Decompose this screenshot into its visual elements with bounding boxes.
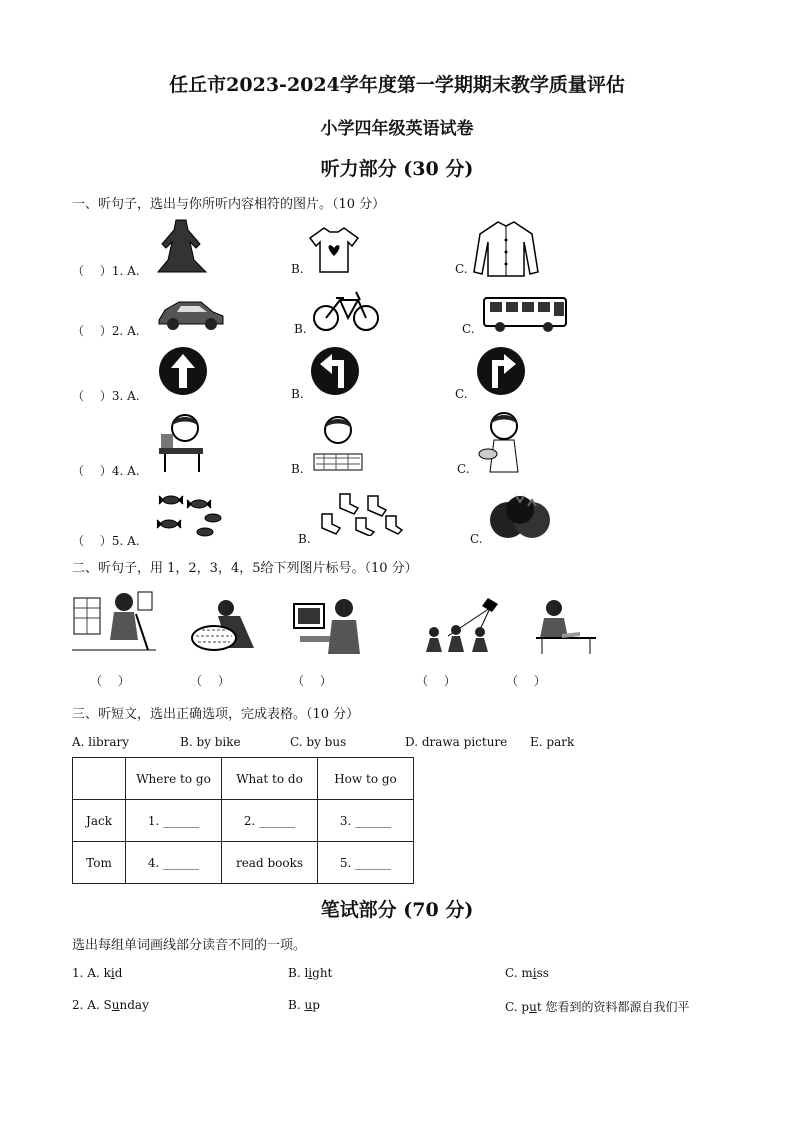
table-header-cell bbox=[73, 758, 126, 800]
washing-dishes-icon bbox=[188, 598, 260, 654]
answer-table bbox=[72, 757, 414, 884]
girl-at-table-icon bbox=[312, 414, 364, 472]
turn-right-icon bbox=[476, 346, 526, 396]
table-header-cell: Where to go bbox=[126, 758, 222, 800]
written-q1-c: C. miss bbox=[505, 966, 549, 980]
watermark-text: 您看到的资料都源自我们平 bbox=[545, 1000, 690, 1014]
girl-washing-icon bbox=[478, 410, 528, 474]
part2-blank-4[interactable]: （ ） bbox=[416, 674, 456, 688]
written-section-title: 笔试部分 (70 分) bbox=[320, 899, 474, 921]
answer-blank[interactable]: 4. ______ bbox=[126, 842, 222, 884]
dress-icon bbox=[152, 218, 210, 274]
q4-c-label: C. bbox=[457, 462, 470, 476]
answer-blank[interactable]: 3. ______ bbox=[318, 800, 414, 842]
written-q1-b: B. light bbox=[288, 966, 333, 980]
q5-b-label: B. bbox=[298, 532, 311, 546]
q5-label: （ ）5. A. bbox=[72, 534, 140, 548]
q1-label: （ ）1. A. bbox=[72, 264, 140, 278]
answer-blank[interactable]: 1. ______ bbox=[126, 800, 222, 842]
part2-blank-1[interactable]: （ ） bbox=[90, 674, 130, 688]
girl-reading-icon bbox=[155, 412, 205, 474]
t-shirt-icon bbox=[308, 226, 360, 274]
table-cell-name: Jack bbox=[73, 800, 126, 842]
exam-subtitle: 小学四年级英语试卷 bbox=[320, 119, 474, 139]
part2-blank-2[interactable]: （ ） bbox=[190, 674, 230, 688]
written-q2-a: 2. A. Sunday bbox=[72, 998, 149, 1012]
part1-instruction: 一、听句子，选出与你所听内容相符的图片。（10 分） bbox=[72, 197, 386, 212]
turn-left-icon bbox=[310, 346, 360, 396]
socks-icon bbox=[318, 490, 404, 536]
q3-b-label: B. bbox=[291, 387, 304, 401]
answer-blank[interactable]: 5. ______ bbox=[318, 842, 414, 884]
option-d: D. drawa picture bbox=[405, 735, 508, 749]
q3-c-label: C. bbox=[455, 387, 468, 401]
table-cell: read books bbox=[222, 842, 318, 884]
shirt-icon bbox=[472, 220, 540, 278]
flying-kites-icon bbox=[418, 596, 514, 656]
q4-label: （ ）4. A. bbox=[72, 464, 140, 478]
q2-b-label: B. bbox=[294, 322, 307, 336]
answer-blank[interactable]: 2. ______ bbox=[222, 800, 318, 842]
written-q2-b: B. up bbox=[288, 998, 320, 1012]
table-header-cell: How to go bbox=[318, 758, 414, 800]
q2-c-label: C. bbox=[462, 322, 475, 336]
option-b: B. by bike bbox=[180, 735, 241, 749]
option-a: A. library bbox=[72, 735, 130, 749]
written-instruction: 选出每组单词画线部分读音不同的一项。 bbox=[72, 938, 307, 953]
q1-c-label: C. bbox=[455, 262, 468, 276]
car-icon bbox=[155, 294, 227, 334]
tomatoes-icon bbox=[488, 492, 552, 542]
table-header-row bbox=[73, 758, 414, 800]
q4-b-label: B. bbox=[291, 462, 304, 476]
part2-instruction: 二、听句子，用 1，2，3，4，5给下列图片标号。（10 分） bbox=[72, 561, 418, 576]
part3-instruction: 三、听短文，选出正确选项，完成表格。（10 分） bbox=[72, 707, 360, 722]
table-header-cell: What to do bbox=[222, 758, 318, 800]
option-c: C. by bus bbox=[290, 735, 347, 749]
candies-icon bbox=[155, 490, 227, 538]
using-computer-icon bbox=[292, 596, 362, 656]
q5-c-label: C. bbox=[470, 532, 483, 546]
table-cell-name: Tom bbox=[73, 842, 126, 884]
go-straight-icon bbox=[158, 346, 208, 396]
written-q2-c: C. put 您看到的资料都源自我们平 bbox=[505, 1000, 690, 1014]
part2-blank-3[interactable]: （ ） bbox=[292, 674, 332, 688]
listening-section-title: 听力部分 (30 分) bbox=[320, 158, 474, 180]
q2-label: （ ）2. A. bbox=[72, 324, 140, 338]
part2-blank-5[interactable]: （ ） bbox=[506, 674, 546, 688]
table-row bbox=[73, 800, 414, 842]
table-row bbox=[73, 842, 414, 884]
reading-at-desk-icon bbox=[532, 598, 598, 656]
exam-title: 任丘市2023-2024学年度第一学期期末教学质量评估 bbox=[169, 74, 625, 96]
option-e: E. park bbox=[530, 735, 575, 749]
bike-icon bbox=[312, 286, 380, 332]
bus-icon bbox=[482, 296, 568, 334]
cleaning-room-icon bbox=[72, 588, 156, 654]
q3-label: （ ）3. A. bbox=[72, 389, 140, 403]
written-q1-a: 1. A. kid bbox=[72, 966, 123, 980]
q1-b-label: B. bbox=[291, 262, 304, 276]
